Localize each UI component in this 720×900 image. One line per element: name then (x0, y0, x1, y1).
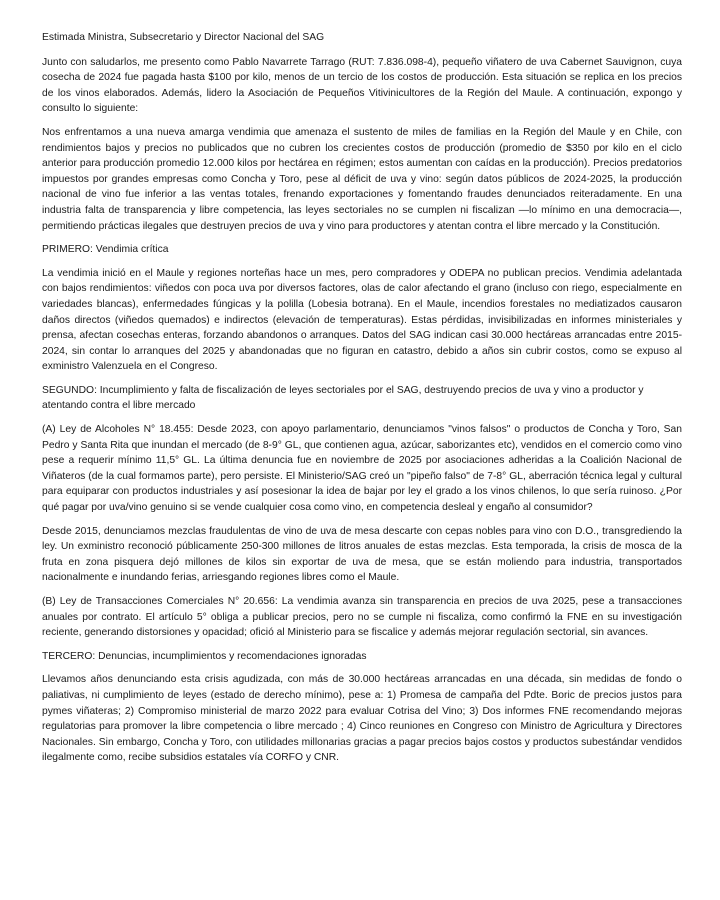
section-third-body: Llevamos años denunciando esta crisis agudizada, con más de 30.000 hectáreas arrancadas en una década, sin medidas de fondo o paliativas, ni cumplimiento de leyes (estado de derecho mínimo), pese a: 1) Promesa de campaña del Pdte. Boric de precios justos para pymes viñateras; 2) Compromiso ministerial de marzo 2022 para evaluar Cotrisa del Vino; 3) Dos informes FNE recomendando mejoras regulatorias para promover la libre competencia o libre mercado ; 4) Cinco reuniones en Congreso con Ministro de Agricultura y Directores Nacionales. Sin embargo, Concha y Toro, con utilidades millonarias gracias a pagar precios bajos costos y productos subestándar vendidos ilegalmente como, recibe subsidios estatales vía CORFO y CNR. (42, 674, 682, 764)
context-paragraph: Nos enfrentamos a una nueva amarga vendimia que amenaza el sustento de miles de familias en la Región del Maule y en Chile, con rendimientos bajos y precios no publicados que no cubren los crecientes costos de producción (promedio de $350 por kilo en el ciclo anterior para producción promedio 12.000 kilos por hectárea en régimen; estos aumentan con caídas en la producción). Precios predatorios impuestos por grandes empresas como Concha y Toro, pese al déficit de uva y vino: según datos públicos de 2024-2025, la producción nacional de vino fue inferior a las ventas totales, frenando exportaciones y fomentando fraudes denunciados reiteradamente. En una industria falta de transparencia y libre competencia, las leyes sectoriales no se cumplen ni fiscalizan —lo mínimo en una democracia—, permitiendo prácticas ilegales que destruyen precios de uva y vino para productores y atentan contra el libre mercado y la Constitución. (42, 126, 682, 232)
section-third-heading: TERCERO: Denuncias, incumplimientos y recomendaciones ignoradas (42, 650, 367, 662)
section-second-law-alcohol: (A) Ley de Alcoholes N° 18.455: Desde 2023, con apoyo parlamentario, denunciamos "vinos falsos" o productos de Concha y Toro, San Pedro y Santa Rita que inundan el mercado (de 8-9° GL, que contienen agua, azúcar, saborizantes etc), vendidos en el comercio como vino pese a requerir mínimo 11,5° GL. La última denuncia fue en noviembre de 2025 por asociaciones adheridas a la Coalición Nacional de Viñateros (de la cual formamos parte), pero persiste. El Ministerio/SAG creó un "pipeño falso" de 7-8° GL, aberración técnica legal y cultural para equiparar con productos industriales y así posesionar la idea de bajar por ley el grado a los vinos chilenos, lo que sería ruinoso. ¿Por qué pagar por uva/vino genuino si se vende cualquier cosa como vino, en competencia desleal y engaño al consumidor? (42, 424, 682, 514)
section-second-fraud-mixes: Desde 2015, denunciamos mezclas fraudulentas de vino de uva de mesa descarte con cepas nobles para vino con D.O., transgrediendo la ley. Un exministro reconoció públicamente 250-300 millones de litros anuales de estas mezclas. Esta temporada, la crisis de mosca de la fruta en zona pisquera dejó millones de kilos sin exportar de uva de mesa, que se están moliendo para industria, transportados nacionalmente e inundando ferias, arriesgando regiones libres como el Maule. (42, 525, 682, 584)
section-first-heading: PRIMERO: Vendimia crítica (42, 244, 169, 256)
letter-greeting: Estimada Ministra, Subsecretario y Director Nacional del SAG (42, 32, 325, 43)
intro-paragraph: Junto con saludarlos, me presento como Pablo Navarrete Tarrago (RUT: 7.836.098-4), pequeño viñatero de uva Cabernet Sauvignon, cuya cosecha de 2024 fue pagada hasta $100 por kilo, menos de un tercio de los costos de producción. Esta situación se replica en los precios de los vinos elaborados. Además, lidero la Asociación de Pequeños Vitivinicultores de la Región del Maule. A continuación, expongo y consulto lo siguiente: (42, 56, 682, 115)
section-first-body: La vendimia inició en el Maule y regiones norteñas hace un mes, pero compradores y ODEPA no publican precios. Vendimia adelantada con bajos rendimientos: viñedos con poca uva por diversos factores, olas de calor afectando el grano (incluso con riego, especialmente en variedades blancas), enfermedades fúngicas y la polilla (Lobesia botrana). En el Maule, incendios forestales no mediatizados causaron daños directos (viñedos quemados) e indirectos (elevación de temperaturas). Estas pérdidas, invisibilizadas en informes ministeriales y prensa, afectan cosechas enteras, forzando abandonos o arranques. Datos del SAG indican casi 30.000 hectáreas arrancadas entre 2015-2024, sin contar lo arranques del 2025 y abandonadas que no figuran en catastro, debido a años sin cubrir costos, como se expuso al exministro Valenzuela en el Congreso. (42, 267, 682, 373)
section-second-law-transactions: (B) Ley de Transacciones Comerciales N° 20.656: La vendimia avanza sin transparencia en precios de uva 2025, pese a transacciones anuales por contrato. El artículo 5° obliga a publicar precios, pero no se cumple ni fiscaliza, como confirmó la FNE en su investigación reciente, generando distorsiones y opacidad; ofició al Ministerio para se fiscalice y además mejorar regulación sectorial, sin avances. (42, 596, 682, 639)
section-second-heading: SEGUNDO: Incumplimiento y falta de fiscalización de leyes sectoriales por el SAG, destruyendo precios de uva y vino a productor y atentando contra el libre mercado (42, 384, 644, 412)
